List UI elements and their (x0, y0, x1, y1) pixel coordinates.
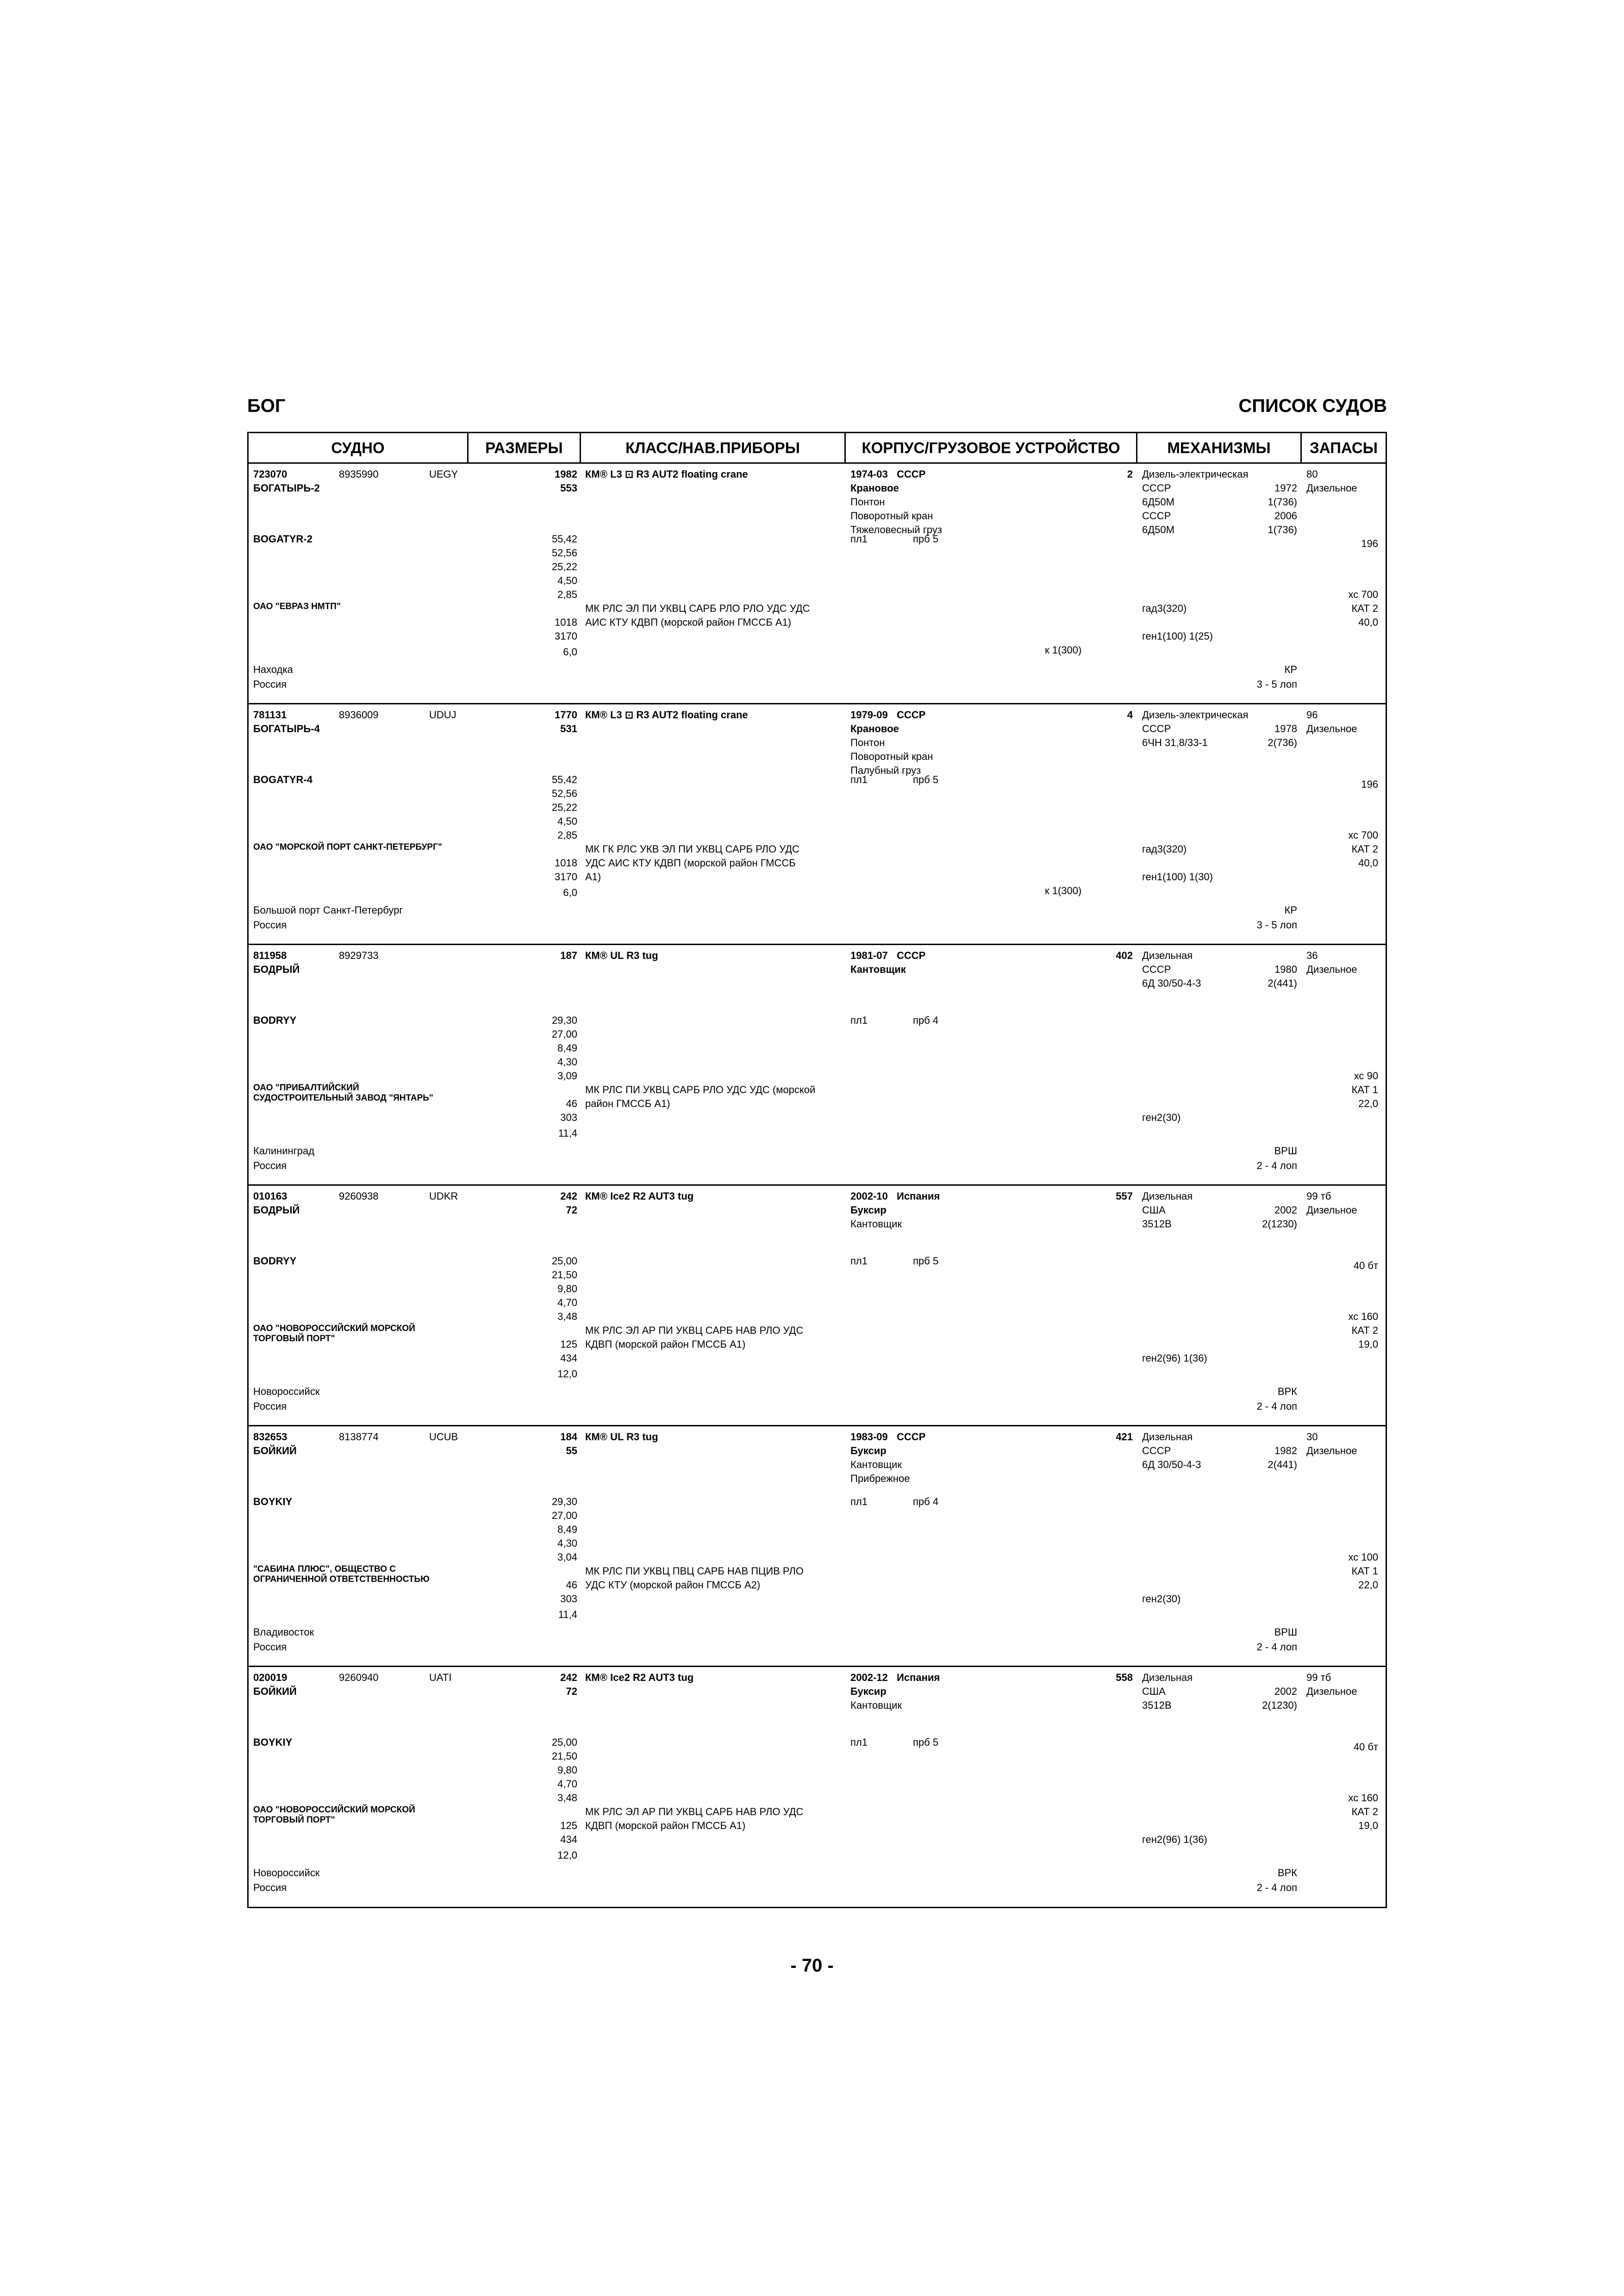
propeller-type: ВРШ (1274, 1626, 1297, 1638)
vessel-record (249, 1186, 1386, 1426)
deck-count: пл1 (850, 533, 868, 545)
dimension-value: 434 (560, 1352, 577, 1364)
hull-type-line: Кантовщик (850, 964, 906, 975)
page-header-left: БОГ (247, 396, 286, 416)
call-sign: UCUB (429, 1431, 458, 1443)
generator-emergency: гад3(320) (1142, 603, 1187, 614)
registry-number: 020019 (253, 1672, 287, 1683)
dimension-value: 29,30 (551, 1496, 577, 1507)
dimension-value: 12,0 (557, 1849, 577, 1861)
supply-value: 96 (1306, 709, 1318, 721)
imo-number: 8929733 (339, 950, 379, 961)
dimension-value: 11,4 (558, 1609, 577, 1620)
generator-emergency: гад3(320) (1142, 843, 1187, 855)
hull-type-line: Кантовщик (850, 1459, 902, 1470)
build-number: 421 (1116, 1431, 1133, 1443)
dimension-value: 184 (560, 1431, 577, 1443)
dimension-value: 3,48 (557, 1311, 577, 1322)
home-port: Владивосток (253, 1626, 314, 1638)
hull-type-line: Понтон (850, 737, 885, 748)
registry-number: 811958 (253, 950, 287, 961)
col-header-dimensions: РАЗМЕРЫ (468, 433, 581, 464)
engine-spec: 2002 (1274, 1204, 1297, 1216)
build-country: СССР (897, 709, 926, 721)
supply-value: 30 (1306, 1431, 1318, 1443)
hull-type-line: Палубный груз (850, 765, 921, 776)
propeller-type: КР (1284, 904, 1297, 916)
dimension-value: 6,0 (563, 646, 577, 658)
dimension-value: 8,49 (557, 1524, 577, 1535)
generator-main: ген2(30) (1142, 1112, 1181, 1123)
propeller-blades: 3 - 5 лоп (1256, 919, 1297, 931)
home-port: Новороссийск (253, 1867, 320, 1879)
supply-value: 196 (1361, 778, 1378, 790)
registry-number: 781131 (253, 709, 287, 721)
owner-name: ТОРГОВЫЙ ПОРТ" (253, 1334, 335, 1344)
engine-spec: 1(736) (1268, 496, 1297, 508)
owner-name: ТОРГОВЫЙ ПОРТ" (253, 1815, 335, 1825)
dimension-value: 4,50 (557, 815, 577, 827)
nav-equipment: УДС АИС КТУ КДВП (морской район ГМССБ (585, 857, 796, 869)
vessel-name-latin: BODRYY (253, 1014, 297, 1026)
generator-main: ген2(30) (1142, 1593, 1181, 1605)
fuel-type: Дизельное (1306, 1445, 1357, 1456)
col-header-vessel: СУДНО (249, 433, 468, 464)
build-date: 2002-12 (850, 1672, 888, 1683)
engine-maker: СССР (1142, 723, 1171, 734)
crane-capacity: к 1(300) (1045, 644, 1082, 656)
engine-maker: СССР (1142, 964, 1171, 975)
build-date: 1983-09 (850, 1431, 888, 1443)
imo-number: 8138774 (339, 1431, 379, 1443)
dimension-value: 434 (560, 1834, 577, 1845)
build-country: СССР (897, 950, 926, 961)
class-notation: КМ® Ice2 R2 AUT3 tug (585, 1672, 694, 1683)
hold-count: прб 5 (913, 533, 939, 545)
dimension-value: 25,00 (551, 1255, 577, 1267)
deck-count: пл1 (850, 774, 868, 785)
supply-value: КАТ 1 (1351, 1565, 1378, 1577)
engine-maker: 6Д 30/50-4-3 (1142, 977, 1201, 989)
dimension-value: 1018 (555, 616, 577, 628)
engine-spec: 1982 (1274, 1445, 1297, 1456)
engine-maker: СССР (1142, 1445, 1171, 1456)
dimension-value: 2,85 (557, 829, 577, 841)
engine-spec: 2002 (1274, 1686, 1297, 1697)
dimension-value: 553 (560, 482, 577, 494)
engine-spec: 1978 (1274, 723, 1297, 734)
dimension-value: 46 (566, 1098, 577, 1109)
build-date: 1979-09 (850, 709, 888, 721)
dimension-value: 9,80 (557, 1283, 577, 1294)
fuel-type: Дизельное (1306, 482, 1357, 494)
build-date: 1974-03 (850, 468, 888, 480)
propeller-type: КР (1284, 664, 1297, 675)
supply-value: 80 (1306, 468, 1318, 480)
engine-spec: 2(1230) (1262, 1699, 1297, 1711)
machinery-type: Дизельная (1142, 950, 1193, 961)
fuel-type: Дизельное (1306, 1686, 1357, 1697)
dimension-value: 531 (560, 723, 577, 734)
dimension-value: 1982 (555, 468, 577, 480)
dimension-value: 303 (560, 1112, 577, 1123)
hold-count: прб 4 (913, 1014, 939, 1026)
nav-equipment: КДВП (морской район ГМССБ А1) (585, 1820, 746, 1831)
home-port: Находка (253, 664, 293, 675)
nav-equipment: А1) (585, 871, 601, 883)
hold-count: прб 5 (913, 774, 939, 785)
dimension-value: 11,4 (558, 1127, 577, 1139)
hull-type-line: Поворотный кран (850, 510, 933, 522)
machinery-type: Дизель-электрическая (1142, 468, 1249, 480)
supply-value: хс 700 (1348, 589, 1378, 600)
engine-spec: 1980 (1274, 964, 1297, 975)
class-notation: КМ® L3 ⊡ R3 AUT2 floating crane (585, 468, 748, 480)
flag-country: Россия (253, 1641, 287, 1653)
engine-maker: 6ЧН 31,8/33-1 (1142, 737, 1208, 748)
hull-type-line: Буксир (850, 1686, 887, 1697)
dimension-value: 46 (566, 1579, 577, 1591)
build-number: 557 (1116, 1190, 1133, 1202)
imo-number: 8936009 (339, 709, 379, 721)
col-header-hull: КОРПУС/ГРУЗОВОЕ УСТРОЙСТВО (846, 433, 1137, 464)
home-port: Большой порт Санкт-Петербург (253, 904, 403, 916)
flag-country: Россия (253, 1882, 287, 1893)
engine-maker: СССР (1142, 482, 1171, 494)
registry-number: 010163 (253, 1190, 287, 1202)
engine-spec: 1(736) (1268, 524, 1297, 535)
hull-type-line: Прибрежное (850, 1473, 910, 1484)
hull-type-line: Тяжеловесный груз (850, 524, 942, 535)
engine-maker: 6Д50М (1142, 524, 1174, 535)
owner-name: ОГРАНИЧЕННОЙ ОТВЕТСТВЕННОСТЬЮ (253, 1574, 430, 1584)
vessel-name-latin: BOYKIY (253, 1496, 293, 1507)
engine-spec: 1972 (1274, 482, 1297, 494)
generator-main: ген2(96) 1(36) (1142, 1834, 1207, 1845)
supply-value: КАТ 2 (1351, 603, 1378, 614)
imo-number: 8935990 (339, 468, 379, 480)
engine-maker: США (1142, 1686, 1166, 1697)
build-country: Испания (897, 1190, 940, 1202)
dimension-value: 27,00 (551, 1028, 577, 1040)
vessel-name-latin: BOGATYR-4 (253, 774, 312, 785)
class-notation: КМ® UL R3 tug (585, 1431, 658, 1443)
dimension-value: 8,49 (557, 1042, 577, 1054)
dimension-value: 25,22 (551, 561, 577, 572)
vessel-name: БОГАТЫРЬ-4 (253, 723, 320, 734)
vessel-name: БОГАТЫРЬ-2 (253, 482, 320, 494)
engine-maker: СССР (1142, 510, 1171, 522)
call-sign: UEGY (429, 468, 458, 480)
dimension-value: 4,30 (557, 1056, 577, 1068)
dimension-value: 55 (566, 1445, 577, 1456)
propeller-blades: 2 - 4 лоп (1256, 1641, 1297, 1653)
nav-equipment: МК РЛС ЭЛ АР ПИ УКВЦ САРБ НАВ РЛО УДС (585, 1325, 804, 1336)
supply-value: 196 (1361, 538, 1378, 549)
hull-type-line: Кантовщик (850, 1218, 902, 1230)
dimension-value: 55,42 (551, 774, 577, 785)
dimension-value: 21,50 (551, 1269, 577, 1281)
machinery-type: Дизель-электрическая (1142, 709, 1249, 721)
dimension-value: 242 (560, 1190, 577, 1202)
hull-type-line: Крановое (850, 723, 899, 734)
dimension-value: 125 (560, 1820, 577, 1831)
nav-equipment: район ГМССБ А1) (585, 1098, 670, 1109)
owner-name: ОАО "ПРИБАЛТИЙСКИЙ (253, 1083, 359, 1093)
owner-name: ОАО "ЕВРАЗ НМТП" (253, 602, 341, 611)
nav-equipment: УДС КТУ (морской район ГМССБ А2) (585, 1579, 761, 1591)
dimension-value: 3170 (555, 630, 577, 642)
supply-value: 22,0 (1358, 1579, 1378, 1591)
generator-main: ген1(100) 1(30) (1142, 871, 1213, 883)
supply-value: 19,0 (1358, 1820, 1378, 1831)
supply-value: хс 160 (1348, 1792, 1378, 1804)
propeller-blades: 2 - 4 лоп (1256, 1160, 1297, 1171)
dimension-value: 21,50 (551, 1750, 577, 1762)
nav-equipment: АИС КТУ КДВП (морской район ГМССБ А1) (585, 616, 792, 628)
nav-equipment: МК РЛС ЭЛ ПИ УКВЦ САРБ РЛО РЛО УДС УДС (585, 603, 810, 614)
imo-number: 9260940 (339, 1672, 379, 1683)
dimension-value: 25,22 (551, 802, 577, 813)
build-number: 2 (1127, 468, 1133, 480)
hull-type-line: Крановое (850, 482, 899, 494)
dimension-value: 52,56 (551, 788, 577, 799)
dimension-value: 4,70 (557, 1297, 577, 1308)
registry-number: 723070 (253, 468, 287, 480)
vessel-record (249, 464, 1386, 704)
engine-maker: 6Д 30/50-4-3 (1142, 1459, 1201, 1470)
dimension-value: 25,00 (551, 1736, 577, 1748)
col-header-machinery: МЕХАНИЗМЫ (1137, 433, 1302, 464)
dimension-value: 242 (560, 1672, 577, 1683)
propeller-type: ВРШ (1274, 1145, 1297, 1157)
supply-value: 40 бт (1353, 1741, 1378, 1753)
deck-count: пл1 (850, 1255, 868, 1267)
crane-capacity: к 1(300) (1045, 885, 1082, 896)
fuel-type: Дизельное (1306, 964, 1357, 975)
dimension-value: 4,50 (557, 575, 577, 586)
supply-value: хс 700 (1348, 829, 1378, 841)
home-port: Калининград (253, 1145, 315, 1157)
engine-spec: 2(736) (1268, 737, 1297, 748)
build-country: СССР (897, 1431, 926, 1443)
fuel-type: Дизельное (1306, 723, 1357, 734)
build-number: 558 (1116, 1672, 1133, 1683)
dimension-value: 9,80 (557, 1764, 577, 1776)
call-sign: UDUJ (429, 709, 456, 721)
supply-value: 40,0 (1358, 616, 1378, 628)
supply-value: 99 тб (1306, 1672, 1331, 1683)
dimension-value: 27,00 (551, 1510, 577, 1521)
dimension-value: 125 (560, 1338, 577, 1350)
vessel-name: БОЙКИЙ (253, 1445, 297, 1456)
dimension-value: 12,0 (557, 1368, 577, 1380)
generator-main: ген1(100) 1(25) (1142, 630, 1213, 642)
supply-value: хс 90 (1354, 1070, 1378, 1082)
supply-value: 22,0 (1358, 1098, 1378, 1109)
page-header-right: СПИСОК СУДОВ (1238, 396, 1387, 416)
propeller-type: ВРК (1277, 1867, 1297, 1879)
owner-name: ОАО "НОВОРОССИЙСКИЙ МОРСКОЙ (253, 1324, 415, 1333)
supply-value: хс 100 (1348, 1551, 1378, 1563)
registry-number: 832653 (253, 1431, 287, 1443)
class-notation: КМ® L3 ⊡ R3 AUT2 floating crane (585, 709, 748, 721)
build-number: 402 (1116, 950, 1133, 961)
flag-country: Россия (253, 1160, 287, 1171)
flag-country: Россия (253, 919, 287, 931)
dimension-value: 72 (566, 1686, 577, 1697)
supply-value: КАТ 2 (1351, 1806, 1378, 1817)
dimension-value: 6,0 (563, 887, 577, 898)
home-port: Новороссийск (253, 1386, 320, 1397)
hold-count: прб 4 (913, 1496, 939, 1507)
generator-main: ген2(96) 1(36) (1142, 1352, 1207, 1364)
dimension-value: 2,85 (557, 589, 577, 600)
deck-count: пл1 (850, 1736, 868, 1748)
supply-value: КАТ 1 (1351, 1084, 1378, 1095)
class-notation: КМ® Ice2 R2 AUT3 tug (585, 1190, 694, 1202)
build-country: Испания (897, 1672, 940, 1683)
vessel-record (249, 1667, 1386, 1908)
supply-value: хс 160 (1348, 1311, 1378, 1322)
dimension-value: 3,09 (557, 1070, 577, 1082)
engine-spec: 2006 (1274, 510, 1297, 522)
flag-country: Россия (253, 1400, 287, 1412)
imo-number: 9260938 (339, 1190, 379, 1202)
dimension-value: 1018 (555, 857, 577, 869)
vessel-name: БОЙКИЙ (253, 1686, 297, 1697)
engine-spec: 2(441) (1268, 977, 1297, 989)
supply-value: 99 тб (1306, 1190, 1331, 1202)
dimension-value: 3,04 (557, 1551, 577, 1563)
nav-equipment: МК РЛС ПИ УКВЦ ПВЦ САРБ НАВ ПЦИВ РЛО (585, 1565, 804, 1577)
vessel-name: БОДРЫЙ (253, 1204, 300, 1216)
dimension-value: 29,30 (551, 1014, 577, 1026)
fuel-type: Дизельное (1306, 1204, 1357, 1216)
owner-name: СУДОСТРОИТЕЛЬНЫЙ ЗАВОД "ЯНТАРЬ" (253, 1093, 433, 1103)
hold-count: прб 5 (913, 1736, 939, 1748)
engine-spec: 2(441) (1268, 1459, 1297, 1470)
owner-name: ОАО "НОВОРОССИЙСКИЙ МОРСКОЙ (253, 1805, 415, 1815)
machinery-type: Дизельная (1142, 1190, 1193, 1202)
dimension-value: 187 (560, 950, 577, 961)
vessel-record (249, 945, 1386, 1186)
vessel-name-latin: BODRYY (253, 1255, 297, 1267)
call-sign: UDKR (429, 1190, 458, 1202)
hull-type-line: Понтон (850, 496, 885, 508)
dimension-value: 72 (566, 1204, 577, 1216)
propeller-blades: 2 - 4 лоп (1256, 1882, 1297, 1893)
machinery-type: Дизельная (1142, 1431, 1193, 1443)
dimension-value: 3,48 (557, 1792, 577, 1804)
engine-maker: США (1142, 1204, 1166, 1216)
supply-value: 36 (1306, 950, 1318, 961)
dimension-value: 1770 (555, 709, 577, 721)
engine-maker: 6Д50М (1142, 496, 1174, 508)
supply-value: КАТ 2 (1351, 1325, 1378, 1336)
deck-count: пл1 (850, 1496, 868, 1507)
dimension-value: 303 (560, 1593, 577, 1605)
hull-type-line: Буксир (850, 1204, 887, 1216)
machinery-type: Дизельная (1142, 1672, 1193, 1683)
dimension-value: 3170 (555, 871, 577, 883)
vessel-name-latin: BOGATYR-2 (253, 533, 312, 545)
vessel-record (249, 1426, 1386, 1667)
hull-type-line: Буксир (850, 1445, 887, 1456)
supply-value: КАТ 2 (1351, 843, 1378, 855)
call-sign: UATI (429, 1672, 452, 1683)
nav-equipment: МК РЛС ПИ УКВЦ САРБ РЛО УДС УДС (морской (585, 1084, 816, 1095)
dimension-value: 55,42 (551, 533, 577, 545)
nav-equipment: МК ГК РЛС УКВ ЭЛ ПИ УКВЦ САРБ РЛО УДС (585, 843, 800, 855)
class-notation: КМ® UL R3 tug (585, 950, 658, 961)
engine-spec: 2(1230) (1262, 1218, 1297, 1230)
ship-list-table (247, 432, 1387, 1908)
flag-country: Россия (253, 678, 287, 690)
nav-equipment: МК РЛС ЭЛ АР ПИ УКВЦ САРБ НАВ РЛО УДС (585, 1806, 804, 1817)
build-date: 1981-07 (850, 950, 888, 961)
owner-name: "САБИНА ПЛЮС", ОБЩЕСТВО С (253, 1564, 396, 1574)
propeller-blades: 3 - 5 лоп (1256, 678, 1297, 690)
build-number: 4 (1127, 709, 1133, 721)
build-date: 2002-10 (850, 1190, 888, 1202)
owner-name: ОАО "МОРСКОЙ ПОРТ САНКТ-ПЕТЕРБУРГ" (253, 842, 442, 852)
propeller-type: ВРК (1277, 1386, 1297, 1397)
engine-maker: 3512B (1142, 1699, 1172, 1711)
page-number: - 70 - (790, 1955, 834, 1976)
engine-maker: 3512B (1142, 1218, 1172, 1230)
hull-type-line: Кантовщик (850, 1699, 902, 1711)
vessel-name: БОДРЫЙ (253, 964, 300, 975)
deck-count: пл1 (850, 1014, 868, 1026)
supply-value: 19,0 (1358, 1338, 1378, 1350)
supply-value: 40 бт (1353, 1260, 1378, 1271)
propeller-blades: 2 - 4 лоп (1256, 1400, 1297, 1412)
col-header-supplies: ЗАПАСЫ (1302, 433, 1386, 464)
col-header-class: КЛАСС/НАВ.ПРИБОРЫ (581, 433, 846, 464)
nav-equipment: КДВП (морской район ГМССБ А1) (585, 1338, 746, 1350)
hold-count: прб 5 (913, 1255, 939, 1267)
dimension-value: 52,56 (551, 547, 577, 559)
dimension-value: 4,30 (557, 1537, 577, 1549)
supply-value: 40,0 (1358, 857, 1378, 869)
dimension-value: 4,70 (557, 1778, 577, 1790)
hull-type-line: Поворотный кран (850, 751, 933, 762)
vessel-record (249, 704, 1386, 945)
build-country: СССР (897, 468, 926, 480)
vessel-name-latin: BOYKIY (253, 1736, 293, 1748)
